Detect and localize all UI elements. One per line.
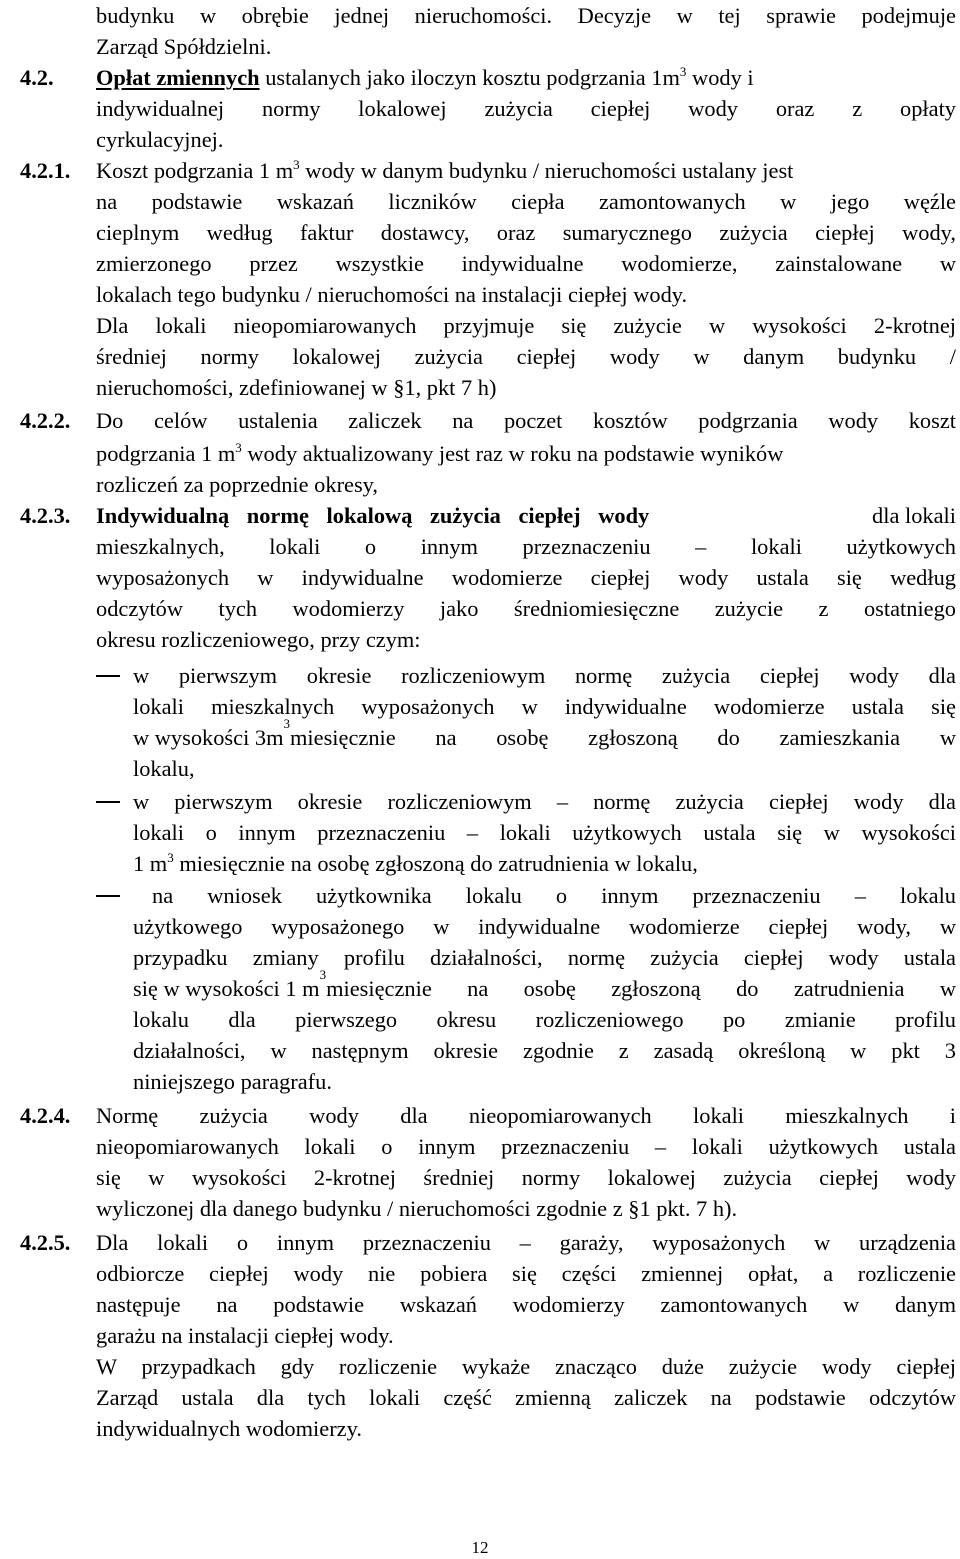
text-line: lokali o innym przeznaczeniu – lokali użytkowych ustala się w wysokości bbox=[133, 820, 956, 845]
list-dash bbox=[96, 675, 120, 677]
text-line: lokalu, bbox=[133, 756, 195, 781]
text-line: okresu rozliczeniowego, przy czym: bbox=[96, 627, 421, 652]
text-line: Do celów ustalenia zaliczek na poczet kosztów podgrzania wody koszt bbox=[96, 408, 956, 433]
text-line: cieplnym według faktur dostawcy, oraz sumarycznego zużycia ciepłej wody, bbox=[96, 220, 956, 245]
superscript: 3 bbox=[319, 967, 327, 982]
text-span: miesięcznie na osobę zgłoszoną do zatrudnienia w lokalu, bbox=[173, 851, 698, 876]
text-line: Dla lokali o innym przeznaczeniu – garaży, wyposażonych w urządzenia bbox=[96, 1230, 956, 1255]
text-line: indywidualnych wodomierzy. bbox=[96, 1416, 362, 1441]
section-number: 4.2.4. bbox=[20, 1103, 71, 1128]
text-line: w pierwszym okresie rozliczeniowym – normę zużycia ciepłej wody dla bbox=[133, 789, 956, 814]
text-line: użytkowego wyposażonego w indywidualne wodomierze ciepłej wody, w bbox=[133, 914, 956, 939]
text-line: zmierzonego przez wszystkie indywidualne wodomierze, zainstalowane w bbox=[96, 251, 956, 276]
text-line: na podstawie wskazań liczników ciepła zamontowanych w jego węźle bbox=[96, 189, 956, 214]
text-span: podgrzania 1 m bbox=[96, 441, 236, 466]
text-line: na wniosek użytkownika lokalu o innym przeznaczeniu – lokalu bbox=[152, 883, 956, 908]
text-span: miesięcznie na osobę zgłoszoną do zamieszkania w bbox=[290, 725, 956, 750]
text-line bbox=[96, 155, 793, 186]
bold-term: Indywidualną normę lokalową zużycia ciepłej wody bbox=[96, 503, 650, 528]
text-line: lokali mieszkalnych wyposażonych w indywidualne wodomierze ustala się bbox=[133, 694, 956, 719]
superscript: 3 bbox=[293, 157, 300, 172]
section-number: 4.2.3. bbox=[20, 503, 71, 528]
text-line: następuje na podstawie wskazań wodomierzy zamontowanych w danym bbox=[96, 1292, 956, 1317]
bold-underlined-term: Opłat zmiennych bbox=[96, 65, 260, 90]
text-span: wody i bbox=[686, 65, 754, 90]
text-line: Dla lokali nieopomiarowanych przyjmuje się zużycie w wysokości 2-krotnej bbox=[96, 313, 956, 338]
text-span: ustalanych jako iloczyn kosztu podgrzania 1m bbox=[259, 65, 680, 90]
text-span: wody w danym budynku / nieruchomości ustalany jest bbox=[299, 158, 794, 183]
text-line: działalności, w następnym okresie zgodnie z zasadą określoną w pkt 3 bbox=[133, 1038, 956, 1063]
text-line bbox=[133, 848, 698, 879]
text-line: cyrkulacyjnej. bbox=[96, 127, 224, 152]
text-line bbox=[133, 716, 956, 753]
text-line: rozliczeń za poprzednie okresy, bbox=[96, 472, 379, 497]
text-span: miesięcznie na osobę zgłoszoną do zatrudnienia w bbox=[326, 976, 956, 1001]
text-span: się w wysokości 1 m bbox=[133, 976, 320, 1001]
text-line: garażu na instalacji ciepłej wody. bbox=[96, 1323, 394, 1348]
text-line: wyliczonej dla danego budynku / nieruchomości zgodnie z §1 pkt. 7 h). bbox=[96, 1196, 738, 1221]
text-line: niniejszego paragrafu. bbox=[133, 1069, 332, 1094]
superscript: 3 bbox=[167, 850, 174, 865]
text-line: odczytów tych wodomierzy jako średniomiesięczne zużycie z ostatniego bbox=[96, 596, 956, 621]
text-span: w wysokości 3m bbox=[133, 725, 284, 750]
section-number: 4.2.5. bbox=[20, 1230, 71, 1255]
section-number: 4.2. bbox=[20, 65, 54, 90]
text-line: przypadku zmiany profilu działalności, normę zużycia ciepłej wody ustala bbox=[133, 945, 956, 970]
page-number: 12 bbox=[471, 1538, 489, 1557]
text-line: Zarząd Spółdzielni. bbox=[96, 34, 272, 59]
text-line bbox=[96, 62, 956, 93]
superscript: 3 bbox=[235, 440, 242, 455]
text-line: W przypadkach gdy rozliczenie wykaże znacząco duże zużycie wody ciepłej bbox=[96, 1354, 956, 1379]
text-line bbox=[96, 438, 783, 469]
text-line: Normę zużycia wody dla nieopomiarowanych lokali mieszkalnych i bbox=[96, 1103, 956, 1128]
text-line: Zarząd ustala dla tych lokali część zmienną zaliczek na podstawie odczytów bbox=[96, 1385, 956, 1410]
text-line: średniej normy lokalowej zużycia ciepłej wody w danym budynku / bbox=[96, 344, 956, 369]
list-dash bbox=[96, 895, 120, 897]
text-line: lokalu dla pierwszego okresu rozliczeniowego po zmianie profilu bbox=[133, 1007, 956, 1032]
text-span: Koszt podgrzania 1 m bbox=[96, 158, 294, 183]
text-line: się w wysokości 2-krotnej średniej normy lokalowej zużycia ciepłej wody bbox=[96, 1165, 956, 1190]
text-line: w pierwszym okresie rozliczeniowym normę zużycia ciepłej wody dla bbox=[133, 663, 956, 688]
section-number: 4.2.1. bbox=[20, 158, 71, 183]
list-dash bbox=[96, 801, 120, 803]
superscript: 3 bbox=[283, 716, 291, 731]
text-line bbox=[133, 967, 956, 1004]
text-line: mieszkalnych, lokali o innym przeznaczeniu – lokali użytkowych bbox=[96, 534, 956, 559]
text-line: budynku w obrębie jednej nieruchomości. Decyzje w tej sprawie podejmuje bbox=[96, 3, 956, 28]
text-span: wody aktualizowany jest raz w roku na podstawie wyników bbox=[241, 441, 784, 466]
text-span: dla lokali bbox=[872, 503, 956, 528]
text-line: nieruchomości, zdefiniowanej w §1, pkt 7 h) bbox=[96, 375, 497, 400]
text-line: nieopomiarowanych lokali o innym przeznaczeniu – lokali użytkowych ustala bbox=[96, 1134, 956, 1159]
section-number: 4.2.2. bbox=[20, 408, 71, 433]
superscript: 3 bbox=[679, 64, 687, 79]
text-line bbox=[96, 500, 956, 531]
text-line: indywidualnej normy lokalowej zużycia ciepłej wody oraz z opłaty bbox=[96, 96, 956, 121]
text-line: odbiorcze ciepłej wody nie pobiera się części zmiennej opłat, a rozliczenie bbox=[96, 1261, 956, 1286]
text-line: lokalach tego budynku / nieruchomości na instalacji ciepłej wody. bbox=[96, 282, 688, 307]
text-line: wyposażonych w indywidualne wodomierze ciepłej wody ustala się według bbox=[96, 565, 956, 590]
text-span: 1 m bbox=[133, 851, 168, 876]
